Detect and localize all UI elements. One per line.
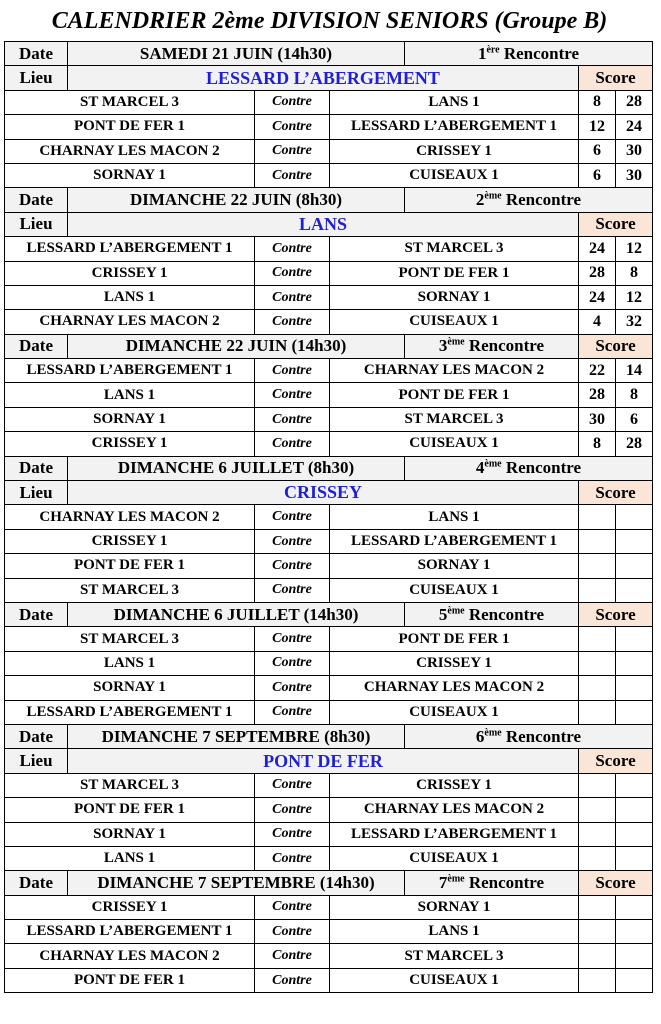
contre-label: Contre — [255, 700, 330, 724]
match-row — [5, 407, 653, 431]
contre-label: Contre — [255, 237, 330, 261]
away-score — [616, 895, 653, 919]
round-word: Rencontre — [468, 872, 545, 892]
away-score: 32 — [616, 310, 653, 334]
score-header: Score — [579, 212, 653, 236]
score-header: Score — [579, 66, 653, 90]
contre-label: Contre — [255, 359, 330, 383]
away-score: 24 — [616, 115, 653, 139]
away-team: CRISSEY 1 — [330, 139, 579, 163]
home-score — [579, 968, 616, 992]
home-score: 6 — [579, 139, 616, 163]
match-row — [5, 676, 653, 700]
home-team: ST MARCEL 3 — [5, 773, 255, 797]
match-row — [5, 261, 653, 285]
home-team: LANS 1 — [5, 846, 255, 870]
away-team: LESSARD L’ABERGEMENT 1 — [330, 115, 579, 139]
match-row — [5, 285, 653, 309]
score-header: Score — [579, 871, 653, 895]
home-score — [579, 651, 616, 675]
home-score — [579, 578, 616, 602]
match-row — [5, 139, 653, 163]
away-score — [616, 822, 653, 846]
home-team: LESSARD L’ABERGEMENT 1 — [5, 237, 255, 261]
away-score — [616, 554, 653, 578]
match-row — [5, 700, 653, 724]
round-ordinal: ème — [484, 190, 502, 202]
home-team: CRISSEY 1 — [5, 895, 255, 919]
score-header: Score — [579, 334, 653, 358]
round-number: 2 — [475, 190, 485, 210]
home-score — [579, 798, 616, 822]
home-score: 30 — [579, 407, 616, 431]
away-score: 12 — [616, 237, 653, 261]
match-row — [5, 529, 653, 553]
page-title: CALENDRIER 2ème DIVISION SENIORS (Groupe B) — [51, 7, 608, 34]
date-label: Date — [5, 334, 68, 358]
match-row — [5, 554, 653, 578]
round-ordinal: ème — [447, 873, 465, 885]
contre-label: Contre — [255, 285, 330, 309]
away-score: 30 — [616, 139, 653, 163]
away-score — [616, 846, 653, 870]
contre-label: Contre — [255, 505, 330, 529]
match-row — [5, 237, 653, 261]
home-team: LANS 1 — [5, 285, 255, 309]
contre-label: Contre — [255, 822, 330, 846]
round-word: Rencontre — [505, 458, 582, 478]
lieu-label: Lieu — [5, 749, 68, 773]
away-score — [616, 773, 653, 797]
round-ordinal: ème — [484, 726, 502, 738]
away-score — [616, 968, 653, 992]
score-header: Score — [579, 749, 653, 773]
home-score — [579, 895, 616, 919]
round-word: Rencontre — [468, 604, 545, 624]
away-team: PONT DE FER 1 — [330, 261, 579, 285]
match-date: DIMANCHE 6 JUILLET (8h30) — [68, 456, 405, 480]
away-score: 6 — [616, 407, 653, 431]
away-score: 28 — [616, 432, 653, 456]
match-row — [5, 798, 653, 822]
match-row — [5, 505, 653, 529]
date-row — [5, 42, 653, 66]
away-team: CUISEAUX 1 — [330, 700, 579, 724]
home-score: 8 — [579, 90, 616, 114]
round-number: 4 — [475, 458, 485, 478]
date-row — [5, 602, 653, 626]
away-score — [616, 627, 653, 651]
away-score — [616, 676, 653, 700]
away-team: CHARNAY LES MACON 2 — [330, 359, 579, 383]
round-label — [405, 602, 579, 626]
home-team: SORNAY 1 — [5, 822, 255, 846]
away-team: ST MARCEL 3 — [330, 407, 579, 431]
venue-row — [5, 66, 653, 90]
venue-name: LANS — [68, 212, 579, 236]
contre-label: Contre — [255, 383, 330, 407]
venue-name: CRISSEY — [68, 481, 579, 505]
round-label — [405, 724, 653, 748]
home-team: SORNAY 1 — [5, 676, 255, 700]
home-team: PONT DE FER 1 — [5, 115, 255, 139]
away-team: CUISEAUX 1 — [330, 432, 579, 456]
contre-label: Contre — [255, 798, 330, 822]
away-score: 14 — [616, 359, 653, 383]
date-row — [5, 724, 653, 748]
match-row — [5, 310, 653, 334]
date-label: Date — [5, 42, 68, 66]
home-team: SORNAY 1 — [5, 163, 255, 187]
home-score: 8 — [579, 432, 616, 456]
round-word: Rencontre — [468, 336, 545, 356]
home-team: LESSARD L’ABERGEMENT 1 — [5, 700, 255, 724]
away-team: LANS 1 — [330, 90, 579, 114]
date-label: Date — [5, 871, 68, 895]
match-date: DIMANCHE 22 JUIN (14h30) — [68, 334, 405, 358]
round-label — [405, 188, 653, 212]
match-row — [5, 432, 653, 456]
away-score — [616, 920, 653, 944]
match-row — [5, 920, 653, 944]
match-row — [5, 359, 653, 383]
away-score — [616, 651, 653, 675]
home-team: LANS 1 — [5, 383, 255, 407]
home-team: LANS 1 — [5, 651, 255, 675]
round-number: 1 — [477, 43, 487, 63]
match-row — [5, 383, 653, 407]
contre-label: Contre — [255, 407, 330, 431]
match-row — [5, 773, 653, 797]
round-word: Rencontre — [503, 43, 580, 63]
home-team: CRISSEY 1 — [5, 261, 255, 285]
match-date: SAMEDI 21 JUIN (14h30) — [68, 42, 405, 66]
away-team: CUISEAUX 1 — [330, 578, 579, 602]
away-score — [616, 505, 653, 529]
home-score: 24 — [579, 285, 616, 309]
contre-label: Contre — [255, 115, 330, 139]
home-score: 24 — [579, 237, 616, 261]
contre-label: Contre — [255, 676, 330, 700]
venue-name: PONT DE FER — [68, 749, 579, 773]
round-word: Rencontre — [505, 726, 582, 746]
away-team: LESSARD L’ABERGEMENT 1 — [330, 822, 579, 846]
contre-label: Contre — [255, 578, 330, 602]
away-team: CRISSEY 1 — [330, 773, 579, 797]
contre-label: Contre — [255, 90, 330, 114]
lieu-label: Lieu — [5, 481, 68, 505]
away-score: 28 — [616, 90, 653, 114]
lieu-label: Lieu — [5, 66, 68, 90]
away-team: SORNAY 1 — [330, 554, 579, 578]
away-score: 12 — [616, 285, 653, 309]
away-team: CUISEAUX 1 — [330, 968, 579, 992]
home-team: PONT DE FER 1 — [5, 798, 255, 822]
away-score: 30 — [616, 163, 653, 187]
away-score — [616, 944, 653, 968]
home-score — [579, 676, 616, 700]
match-date: DIMANCHE 7 SEPTEMBRE (14h30) — [68, 871, 405, 895]
score-header: Score — [579, 481, 653, 505]
home-score — [579, 920, 616, 944]
home-score — [579, 944, 616, 968]
away-team: CUISEAUX 1 — [330, 846, 579, 870]
home-team: PONT DE FER 1 — [5, 968, 255, 992]
home-score — [579, 505, 616, 529]
lieu-label: Lieu — [5, 212, 68, 236]
away-team: ST MARCEL 3 — [330, 237, 579, 261]
round-number: 7 — [438, 872, 448, 892]
away-team: PONT DE FER 1 — [330, 627, 579, 651]
home-team: ST MARCEL 3 — [5, 90, 255, 114]
date-label: Date — [5, 456, 68, 480]
home-team: LESSARD L’ABERGEMENT 1 — [5, 359, 255, 383]
match-row — [5, 627, 653, 651]
match-row — [5, 578, 653, 602]
contre-label: Contre — [255, 895, 330, 919]
venue-row — [5, 749, 653, 773]
away-team: LESSARD L’ABERGEMENT 1 — [330, 529, 579, 553]
away-team: CUISEAUX 1 — [330, 310, 579, 334]
home-score: 4 — [579, 310, 616, 334]
match-date: DIMANCHE 7 SEPTEMBRE (8h30) — [68, 724, 405, 748]
away-team: CHARNAY LES MACON 2 — [330, 676, 579, 700]
match-row — [5, 968, 653, 992]
home-score — [579, 529, 616, 553]
away-team: SORNAY 1 — [330, 895, 579, 919]
contre-label: Contre — [255, 773, 330, 797]
match-date: DIMANCHE 22 JUIN (8h30) — [68, 188, 405, 212]
home-score — [579, 846, 616, 870]
home-team: CHARNAY LES MACON 2 — [5, 505, 255, 529]
round-number: 3 — [438, 336, 448, 356]
away-team: ST MARCEL 3 — [330, 944, 579, 968]
contre-label: Contre — [255, 920, 330, 944]
away-team: CRISSEY 1 — [330, 651, 579, 675]
home-team: ST MARCEL 3 — [5, 578, 255, 602]
match-row — [5, 90, 653, 114]
contre-label: Contre — [255, 139, 330, 163]
away-team: CUISEAUX 1 — [330, 163, 579, 187]
away-score: 8 — [616, 383, 653, 407]
match-row — [5, 944, 653, 968]
away-score — [616, 578, 653, 602]
round-label — [405, 871, 579, 895]
home-score: 28 — [579, 383, 616, 407]
away-team: LANS 1 — [330, 505, 579, 529]
home-team: ST MARCEL 3 — [5, 627, 255, 651]
away-team: PONT DE FER 1 — [330, 383, 579, 407]
home-score — [579, 627, 616, 651]
home-score — [579, 773, 616, 797]
contre-label: Contre — [255, 627, 330, 651]
match-row — [5, 822, 653, 846]
date-label: Date — [5, 188, 68, 212]
home-score: 6 — [579, 163, 616, 187]
match-row — [5, 115, 653, 139]
schedule-table — [4, 41, 653, 993]
home-team: CHARNAY LES MACON 2 — [5, 944, 255, 968]
contre-label: Contre — [255, 651, 330, 675]
contre-label: Contre — [255, 944, 330, 968]
home-team: CHARNAY LES MACON 2 — [5, 139, 255, 163]
round-number: 5 — [438, 604, 448, 624]
contre-label: Contre — [255, 310, 330, 334]
home-team: CRISSEY 1 — [5, 432, 255, 456]
contre-label: Contre — [255, 261, 330, 285]
home-team: PONT DE FER 1 — [5, 554, 255, 578]
home-score: 28 — [579, 261, 616, 285]
venue-row — [5, 212, 653, 236]
date-label: Date — [5, 724, 68, 748]
match-row — [5, 163, 653, 187]
round-ordinal: ème — [484, 458, 502, 470]
home-team: CRISSEY 1 — [5, 529, 255, 553]
round-ordinal: ème — [447, 336, 465, 348]
home-score: 12 — [579, 115, 616, 139]
away-team: LANS 1 — [330, 920, 579, 944]
away-score — [616, 700, 653, 724]
score-header: Score — [579, 602, 653, 626]
home-score — [579, 554, 616, 578]
contre-label: Contre — [255, 968, 330, 992]
home-score: 22 — [579, 359, 616, 383]
round-label — [405, 42, 653, 66]
home-team: LESSARD L’ABERGEMENT 1 — [5, 920, 255, 944]
round-label — [405, 334, 579, 358]
venue-row — [5, 481, 653, 505]
round-number: 6 — [475, 726, 485, 746]
date-row — [5, 188, 653, 212]
match-date: DIMANCHE 6 JUILLET (14h30) — [68, 602, 405, 626]
away-score: 8 — [616, 261, 653, 285]
match-row — [5, 651, 653, 675]
venue-name: LESSARD L’ABERGEMENT — [68, 66, 579, 90]
round-ordinal: ème — [447, 605, 465, 617]
round-label — [405, 456, 653, 480]
round-ordinal: ère — [486, 44, 500, 56]
home-score — [579, 700, 616, 724]
away-team: SORNAY 1 — [330, 285, 579, 309]
home-team: CHARNAY LES MACON 2 — [5, 310, 255, 334]
home-score — [579, 822, 616, 846]
match-row — [5, 895, 653, 919]
date-row — [5, 456, 653, 480]
match-row — [5, 846, 653, 870]
contre-label: Contre — [255, 163, 330, 187]
date-label: Date — [5, 602, 68, 626]
date-row — [5, 334, 653, 358]
contre-label: Contre — [255, 846, 330, 870]
contre-label: Contre — [255, 554, 330, 578]
home-team: SORNAY 1 — [5, 407, 255, 431]
date-row — [5, 871, 653, 895]
away-score — [616, 798, 653, 822]
contre-label: Contre — [255, 432, 330, 456]
away-team: CHARNAY LES MACON 2 — [330, 798, 579, 822]
contre-label: Contre — [255, 529, 330, 553]
round-word: Rencontre — [505, 190, 582, 210]
away-score — [616, 529, 653, 553]
